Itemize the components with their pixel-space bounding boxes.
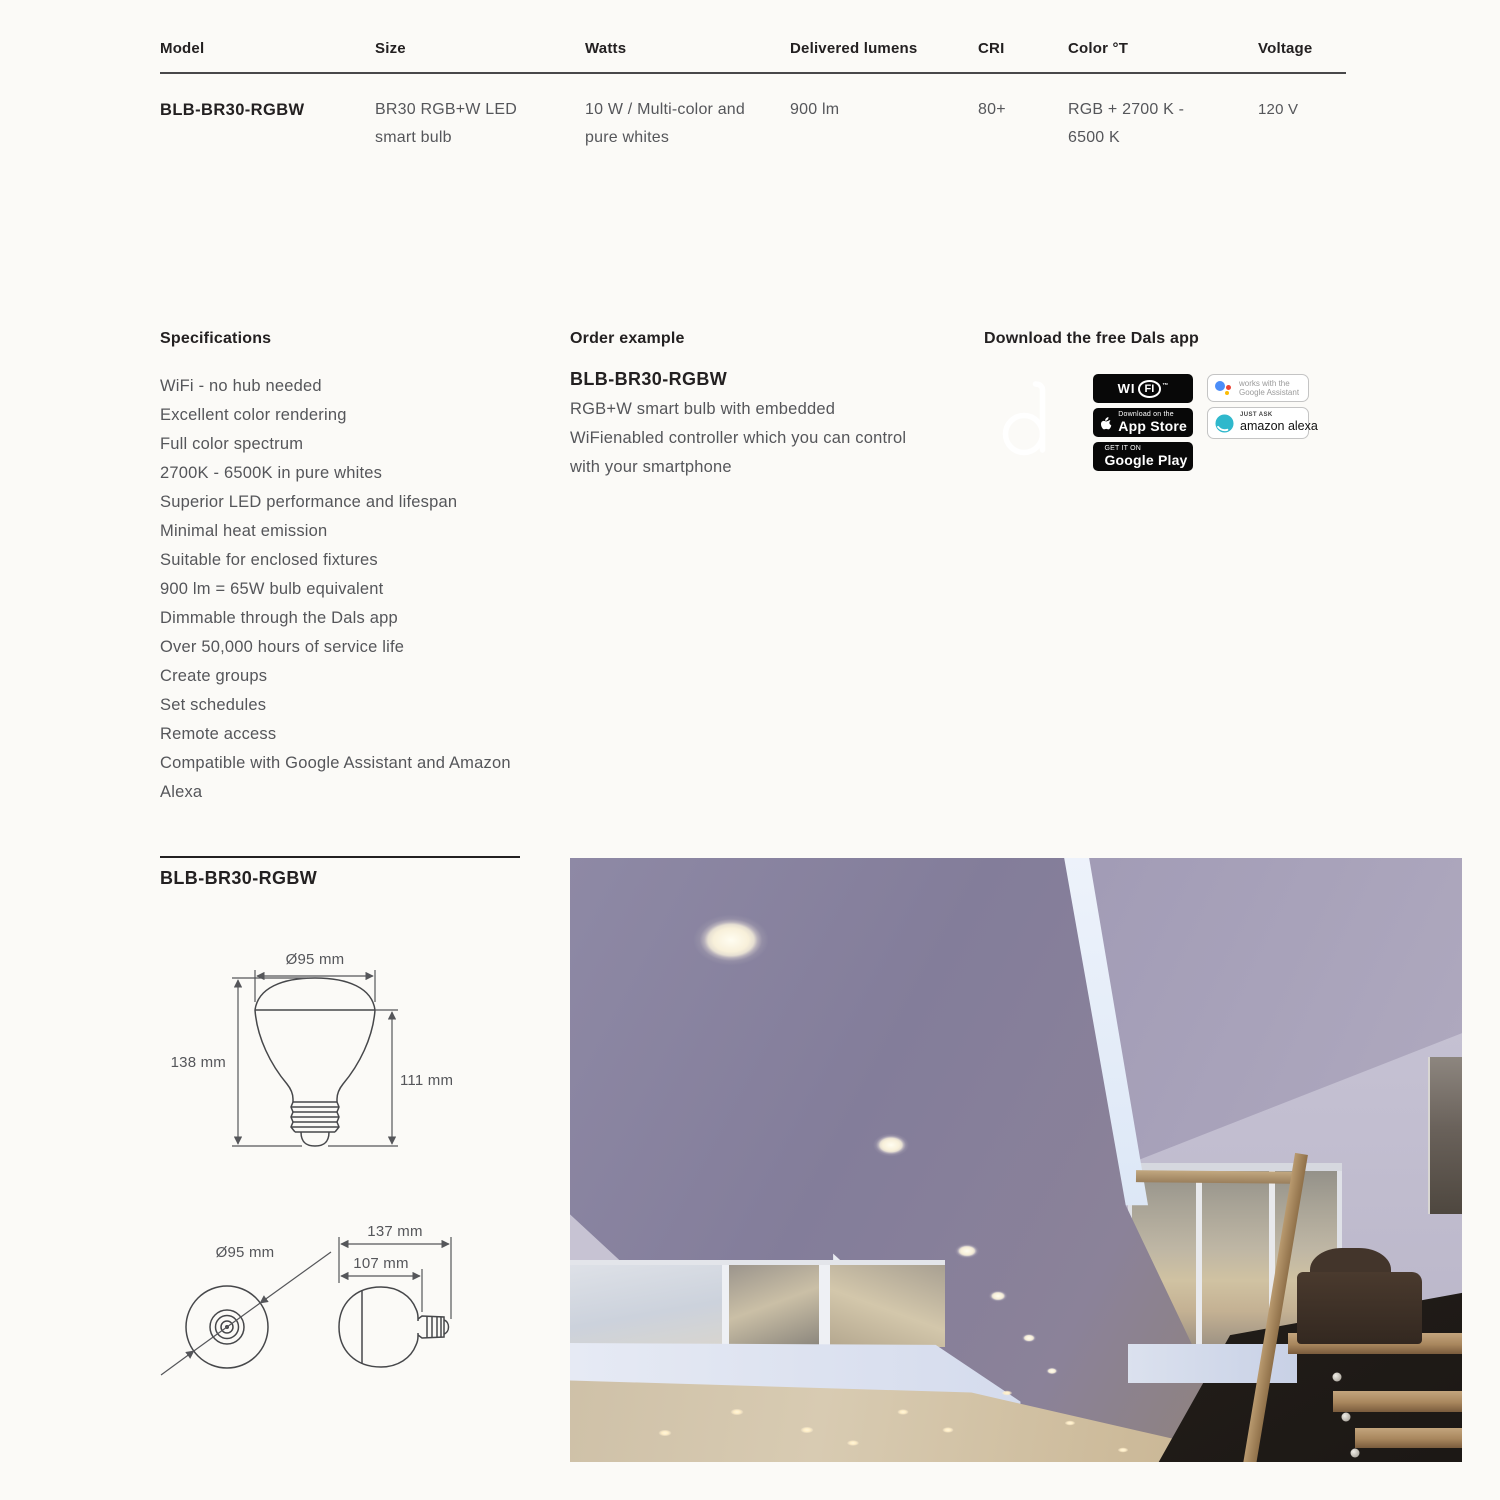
download-title: Download the free Dals app: [984, 330, 1200, 347]
spec-item: WiFi - no hub needed: [160, 377, 322, 395]
small-downlight: [941, 1426, 955, 1433]
small-downlight: [1117, 1447, 1130, 1453]
spec-item: Dimmable through the Dals app: [160, 609, 398, 627]
spec-item: Set schedules: [160, 696, 267, 714]
spec-item: Remote access: [160, 725, 277, 743]
cell-lumens: 900 lm: [790, 101, 840, 118]
spec-item: Compatible with Google Assistant and Amazon Alexa: [160, 754, 511, 801]
alexa-line2: amazon alexa: [1240, 419, 1318, 434]
front-diameter-label: Ø95 mm: [285, 951, 345, 968]
bulb-side-drawing: [145, 1213, 485, 1448]
small-downlight: [845, 1440, 860, 1447]
spec-item: Minimal heat emission: [160, 522, 328, 540]
column-header-model: Model: [160, 40, 205, 57]
dals-app-icon: [984, 374, 1079, 469]
side-body-length-label: 107 mm: [353, 1255, 409, 1272]
alexa-line1: JUST ASK: [1240, 412, 1273, 419]
google-assistant-line2: Google Assistant: [1239, 388, 1300, 398]
recessed-light: [685, 909, 777, 971]
small-downlight: [1063, 1420, 1076, 1426]
railing-top-bar: [1136, 1170, 1301, 1184]
order-example-title: Order example: [570, 330, 685, 347]
stair-tread: [1333, 1391, 1462, 1413]
side-diameter-label: Ø95 mm: [215, 1244, 275, 1261]
photo-left-windows: [570, 1260, 945, 1348]
recessed-light: [1044, 1367, 1059, 1376]
google-assistant-line1: works with the: [1239, 379, 1290, 388]
drawing-divider: [160, 856, 520, 858]
amazon-alexa-badge: [1207, 407, 1318, 438]
sofa: [1297, 1272, 1422, 1344]
app-store-line2: App Store: [1118, 417, 1187, 434]
cell-cri: 80+: [978, 101, 1006, 118]
spec-item: Over 50,000 hours of service life: [160, 638, 405, 656]
google-assistant-badge: [1207, 374, 1309, 402]
spec-item: 900 lm = 65W bulb equivalent: [160, 580, 384, 598]
recessed-light: [869, 1131, 913, 1159]
lifestyle-photo: [570, 858, 1462, 1462]
spec-item: Full color spectrum: [160, 435, 304, 453]
spec-item: Create groups: [160, 667, 268, 685]
photo-wall-art: [1428, 1057, 1462, 1214]
cell-watts: 10 W / Multi-color and pure whites: [585, 101, 746, 146]
wifi-fi-oval: FI: [1138, 380, 1162, 398]
spec-item: Suitable for enclosed fixtures: [160, 551, 378, 569]
store-badges: [1093, 374, 1193, 471]
window-mullion: [819, 1260, 830, 1348]
glass-fitting: [1333, 1373, 1342, 1382]
small-downlight: [896, 1408, 910, 1415]
order-description: RGB+W smart bulb with embedded WiFienabled controller which you can control with your smartphone: [570, 400, 907, 476]
order-example-section: [570, 330, 910, 482]
spec-item: Superior LED performance and lifespan: [160, 493, 458, 511]
window-pane: [570, 1260, 722, 1348]
wifi-trademark: ™: [1162, 382, 1169, 389]
cell-size: BR30 RGB+W LED smart bulb: [375, 101, 517, 146]
column-header-color-t: Color °T: [1068, 40, 1129, 57]
front-body-height-label: 111 mm: [400, 1072, 454, 1089]
column-header-size: Size: [375, 40, 406, 57]
cell-color-t: RGB + 2700 K - 6500 K: [1068, 101, 1185, 146]
side-length-label: 137 mm: [367, 1223, 423, 1240]
app-store-line1: Download on the: [1118, 411, 1174, 419]
recessed-light: [987, 1289, 1010, 1303]
recessed-light: [1020, 1333, 1038, 1344]
window-pane: [830, 1260, 944, 1348]
bulb-front-drawing: [160, 922, 460, 1194]
cell-model: BLB-BR30-RGBW: [160, 101, 305, 119]
front-height-label: 138 mm: [170, 1054, 226, 1071]
window-frame-top: [570, 1260, 945, 1265]
recessed-light: [952, 1242, 982, 1260]
specifications-section: [160, 330, 542, 807]
google-play-badge: [1093, 442, 1193, 471]
column-header-cri: CRI: [978, 40, 1005, 57]
small-downlight: [657, 1429, 673, 1437]
app-store-badge: [1093, 408, 1193, 437]
alexa-icon: [1215, 414, 1234, 433]
glass-fitting: [1342, 1412, 1351, 1421]
wifi-label: WI: [1117, 381, 1136, 396]
download-app-section: [984, 330, 1354, 471]
glass-fitting: [1350, 1448, 1359, 1457]
column-header-watts: Watts: [585, 40, 627, 57]
drawing-title: BLB-BR30-RGBW: [160, 868, 318, 888]
google-assistant-icon: [1215, 379, 1233, 397]
order-model-number: BLB-BR30-RGBW: [570, 369, 728, 389]
cell-voltage: 120 V: [1258, 101, 1299, 118]
small-downlight: [729, 1408, 745, 1416]
apple-icon: [1099, 414, 1112, 431]
spec-item: 2700K - 6500K in pure whites: [160, 464, 383, 482]
window-mullion: [722, 1260, 729, 1348]
small-downlight: [799, 1426, 815, 1434]
specifications-title: Specifications: [160, 330, 272, 347]
column-header-voltage: Voltage: [1258, 40, 1313, 57]
small-downlight: [1001, 1390, 1014, 1396]
wifi-badge: [1093, 374, 1193, 403]
spec-table: [160, 40, 1346, 152]
google-play-line1: GET IT ON: [1104, 445, 1141, 453]
window-mullion: [1196, 1163, 1202, 1353]
google-play-line2: Google Play: [1104, 451, 1188, 468]
dals-d-glyph: [984, 374, 1079, 469]
stair-tread: [1355, 1428, 1462, 1449]
assistant-badges: [1207, 374, 1318, 439]
spec-item: Excellent color rendering: [160, 406, 347, 424]
column-header-lumens: Delivered lumens: [790, 40, 918, 57]
window-pane: [729, 1260, 819, 1348]
specifications-list: [160, 372, 542, 807]
